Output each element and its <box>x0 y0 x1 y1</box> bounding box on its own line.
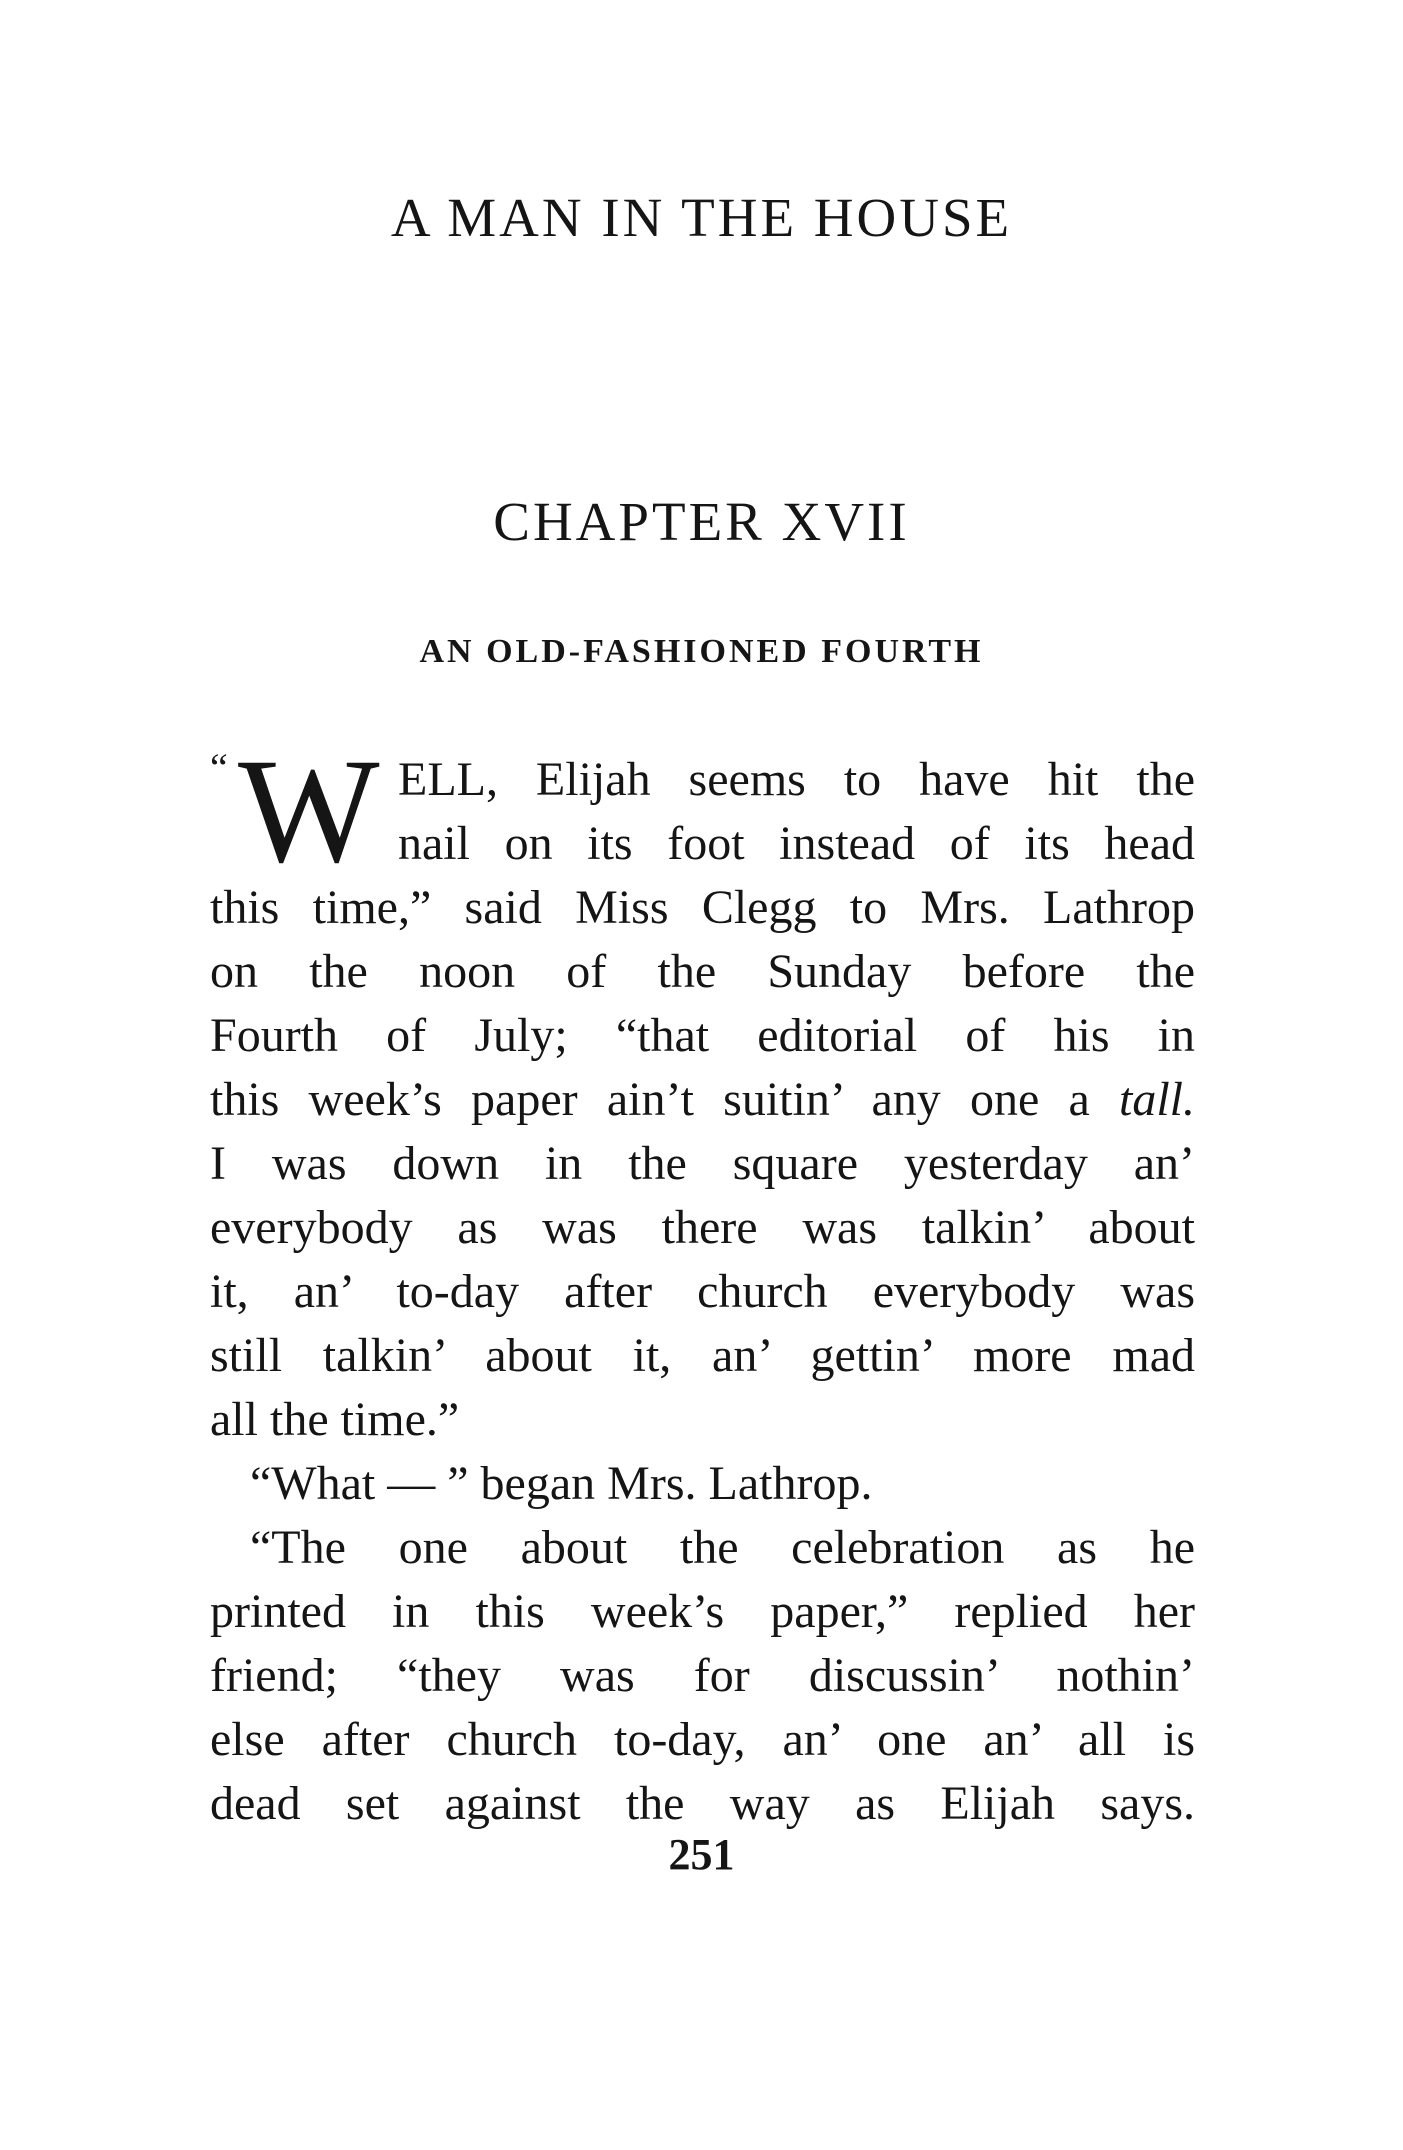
text-line-12: “What — ” began Mrs. Lathrop. <box>250 1457 873 1510</box>
text-line-10: still talkin’ about it, an’ gettin’ more mad <box>210 1329 1195 1382</box>
text-line-3: this time,” said Miss Clegg to Mrs. Lathrop <box>210 881 1195 934</box>
text-line-6-plain: this week’s paper ain’t suitin’ any one a <box>210 1073 1119 1126</box>
text-line-14: printed in this week’s paper,” replied her <box>210 1585 1195 1638</box>
text-line-15: friend; “they was for discussin’ nothin’ <box>210 1649 1195 1702</box>
text-line-9: it, an’ to-day after church everybody was <box>210 1265 1195 1318</box>
chapter-title: AN OLD-FASHIONED FOURTH <box>419 633 984 670</box>
text-line-8: everybody as was there was talkin’ about <box>210 1201 1195 1254</box>
opening-quote-mark: “ <box>210 745 228 790</box>
text-line-13: “The one about the celebration as he <box>250 1521 1195 1574</box>
page-number: 251 <box>668 1830 735 1879</box>
opening-paragraph <box>210 728 1195 1452</box>
text-line-1: ELL, Elijah seems to have hit the <box>398 753 1195 806</box>
text-line-6-italic: tall. <box>1118 1073 1195 1126</box>
text-line-4: on the noon of the Sunday before the <box>210 945 1195 998</box>
text-line-7: I was down in the square yesterday an’ <box>210 1137 1195 1190</box>
chapter-number: CHAPTER XVII <box>493 491 910 552</box>
text-line-6 <box>210 1068 1195 1132</box>
text-line-17: dead set against the way as Elijah says. <box>210 1777 1195 1830</box>
running-head: A MAN IN THE HOUSE <box>390 187 1013 248</box>
text-line-2: nail on its foot instead of its head <box>398 817 1195 870</box>
text-line-5: Fourth of July; “that editorial of his in <box>210 1009 1195 1062</box>
text-line-16: else after church to-day, an’ one an’ all is <box>210 1713 1195 1766</box>
text-line-11: all the time.” <box>210 1393 460 1446</box>
drop-cap: W <box>238 728 380 894</box>
body-text <box>210 728 1195 1836</box>
